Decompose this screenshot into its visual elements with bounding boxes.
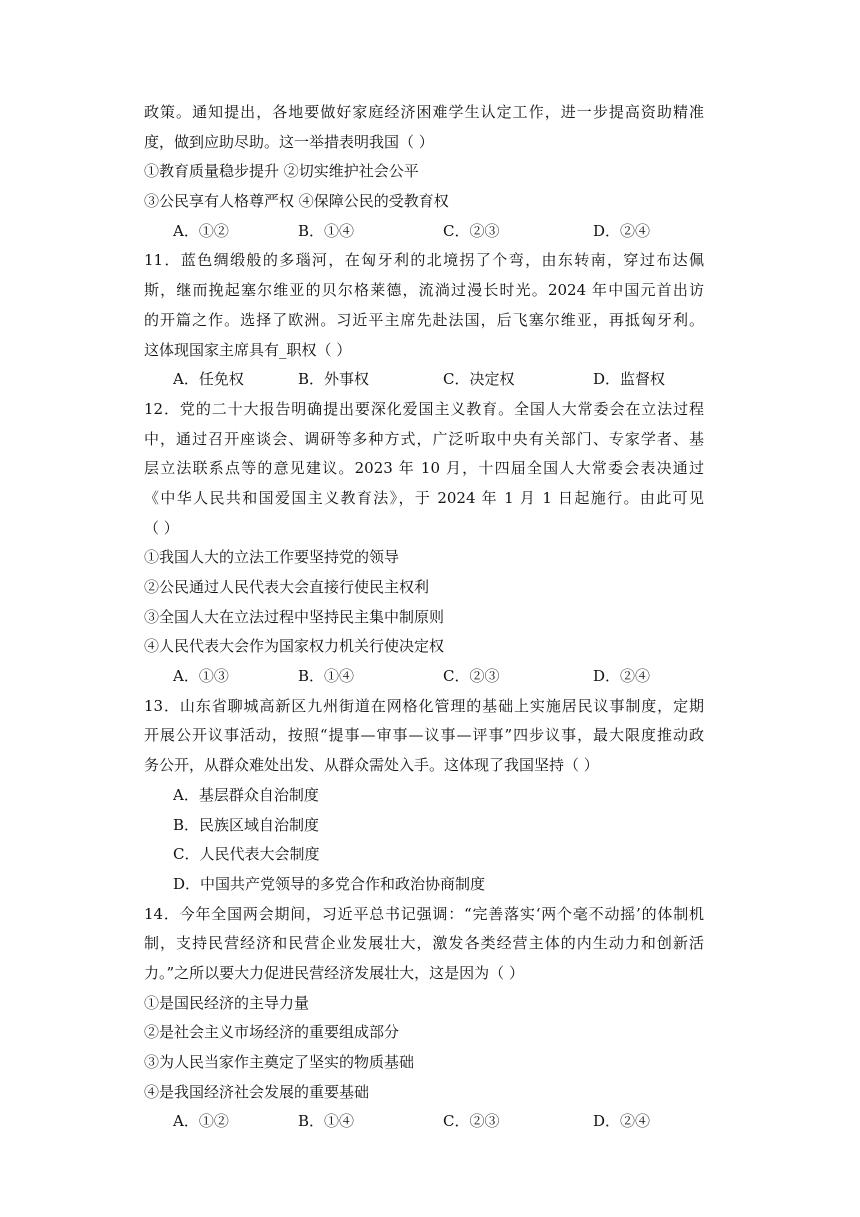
statement-line: ③全国人大在立法过程中坚持民主集中制原则 bbox=[144, 607, 445, 626]
question-text-line: 力。”之所以要大力促进民营经济发展壮大，这是因为（ ） bbox=[144, 963, 524, 982]
option-c: C．决定权 bbox=[443, 370, 515, 389]
statement-line: ②是社会主义市场经济的重要组成部分 bbox=[144, 1023, 400, 1042]
question-text-line: 《中华人民共和国爱国主义教育法》，于 2024 年 1 月 1 日起施行。由此可见 bbox=[144, 488, 704, 507]
question-text-line: 政策。通知提出，各地要做好家庭经济困难学生认定工作，进一步提高资助精准 bbox=[144, 103, 704, 121]
question-text-line: 这体现国家主席具有_职权（ ） bbox=[144, 340, 352, 359]
option-c: C．②③ bbox=[443, 1112, 500, 1131]
answer-options bbox=[144, 1107, 704, 1137]
question-text-line: 制，支持民营经济和民营企业发展壮大，激发各类经营主体的内生动力和创新活 bbox=[144, 934, 704, 953]
option-a: A．①② bbox=[173, 221, 229, 240]
question-text-line: 度，做到应助尽助。这一举措表明我国（ ） bbox=[144, 132, 434, 151]
question-11 bbox=[144, 246, 704, 394]
answer-options bbox=[144, 662, 704, 692]
question-text-line: 开展公开议事活动，按照“提事—审事—议事—评事”四步议事，最大限度推动政 bbox=[144, 726, 704, 745]
option-a: A．①② bbox=[173, 1112, 229, 1131]
question-text-line: 12．党的二十大报告明确提出要深化爱国主义教育。全国人大常委会在立法过程 bbox=[144, 399, 704, 418]
option-d: D．②④ bbox=[593, 667, 651, 686]
option-d: D．②④ bbox=[593, 1112, 651, 1131]
question-text-line: 的开篇之作。选择了欧洲。习近平主席先赴法国，后飞塞尔维亚，再抵匈牙利。 bbox=[144, 310, 704, 329]
question-text-line: 14．今年全国两会期间，习近平总书记强调：“完善落实‘两个毫不动摇’的体制机 bbox=[144, 904, 704, 923]
option-c: C．②③ bbox=[443, 221, 500, 240]
question-14 bbox=[144, 900, 704, 1138]
question-text-line: 层立法联系点等的意见建议。2023 年 10 月，十四届全国人大常委会表决通过 bbox=[144, 459, 704, 478]
option-b: B．①④ bbox=[298, 667, 355, 686]
option-b: B．外事权 bbox=[298, 370, 370, 389]
statement-line: ③为人民当家作主奠定了坚实的物质基础 bbox=[144, 1053, 415, 1071]
question-text-line: 中，通过召开座谈会、调研等多种方式，广泛听取中央有关部门、专家学者、基 bbox=[144, 429, 704, 448]
question-text-line: （ ） bbox=[144, 518, 179, 537]
answer-options bbox=[144, 217, 704, 247]
option-b: B．①④ bbox=[298, 221, 355, 240]
question-text-line: 11．蓝色绸缎般的多瑙河，在匈牙利的北境拐了个弯，由东转南，穿过布达佩 bbox=[144, 251, 704, 270]
statement-line: ①是国民经济的主导力量 bbox=[144, 993, 310, 1012]
question-text-line: 13．山东省聊城高新区九州街道在网格化管理的基础上实施居民议事制度，定期 bbox=[144, 696, 704, 715]
statement-line: ④人民代表大会作为国家权力机关行使决定权 bbox=[144, 637, 445, 656]
question-text-line: 斯，继而挽起塞尔维亚的贝尔格莱德，流淌过漫长时光。2024 年中国元首出访 bbox=[144, 281, 704, 300]
question-text-line: 务公开，从群众难处出发、从群众需处入手。这体现了我国坚持（ ） bbox=[144, 756, 599, 775]
option-d: D．中国共产党领导的多党合作和政治协商制度 bbox=[173, 874, 486, 893]
statement-line: ①教育质量稳步提升 ②切实维护社会公平 bbox=[144, 162, 419, 181]
answer-options bbox=[144, 365, 704, 395]
option-c: C．人民代表大会制度 bbox=[173, 845, 320, 864]
statement-line: ②公民通过人民代表大会直接行使民主权利 bbox=[144, 578, 430, 596]
option-a: A．任免权 bbox=[173, 370, 244, 389]
statement-line: ③公民享有人格尊严权 ④保障公民的受教育权 bbox=[144, 192, 449, 211]
option-a: A．①③ bbox=[173, 667, 229, 686]
option-d: D．监督权 bbox=[593, 370, 666, 389]
question-13 bbox=[144, 692, 704, 900]
question-10 bbox=[144, 98, 704, 246]
statement-line: ④是我国经济社会发展的重要基础 bbox=[144, 1082, 370, 1101]
option-b: B．①④ bbox=[298, 1112, 355, 1131]
option-d: D．②④ bbox=[593, 221, 651, 240]
exam-page bbox=[144, 98, 704, 1137]
option-a: A．基层群众自治制度 bbox=[173, 785, 319, 804]
option-b: B．民族区域自治制度 bbox=[173, 815, 320, 834]
statement-line: ①我国人大的立法工作要坚持党的领导 bbox=[144, 548, 400, 567]
question-12 bbox=[144, 395, 704, 692]
option-c: C．②③ bbox=[443, 667, 500, 686]
